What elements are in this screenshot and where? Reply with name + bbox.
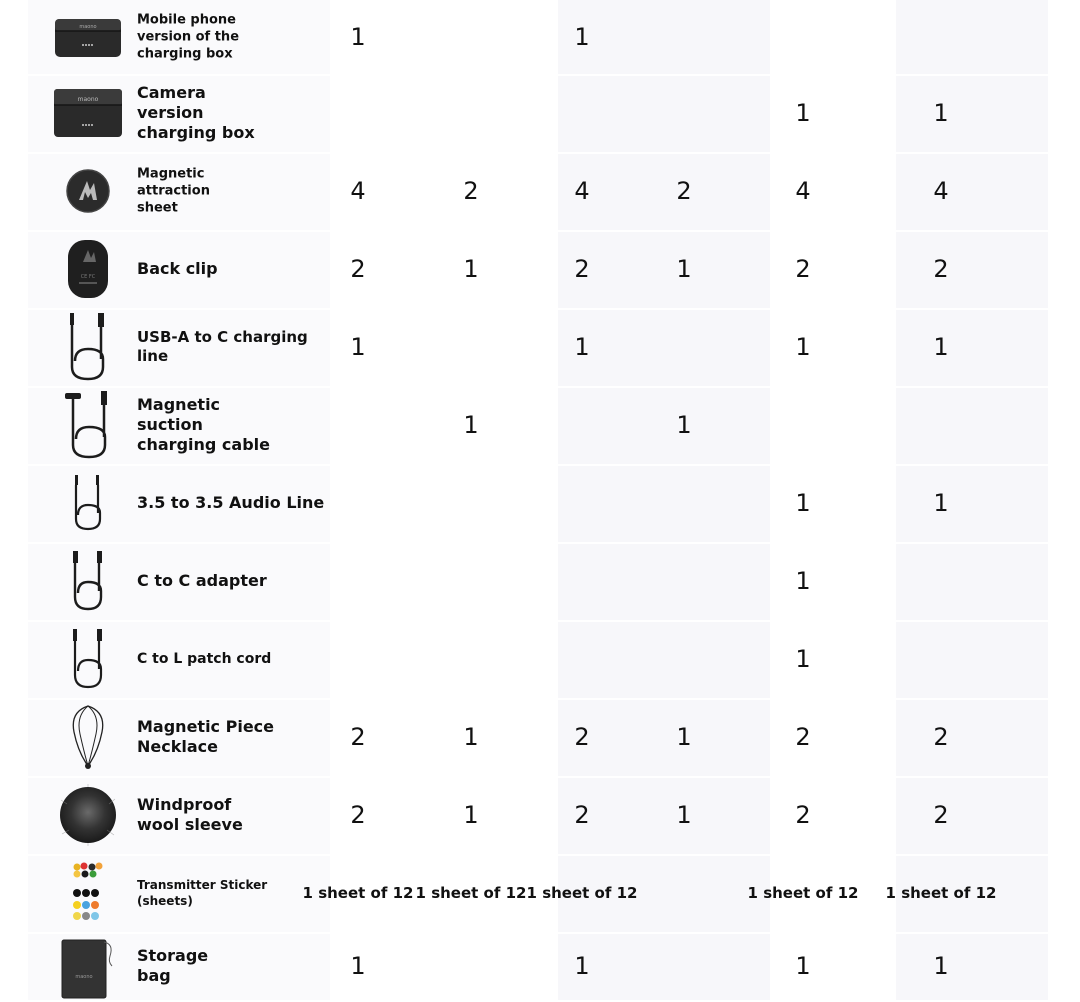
value-cell: 1 sheet of 12 [302, 884, 414, 902]
value-cell: 4 [350, 177, 366, 205]
value-cell: 1 [933, 99, 949, 127]
value-cell: 1 [350, 952, 366, 980]
value-cell: 2 [795, 801, 811, 829]
value-cell: 1 [795, 952, 811, 980]
item-label: Back clip [137, 259, 218, 278]
value-cell: 1 [463, 723, 479, 751]
c-to-l-cable-icon [48, 620, 128, 698]
back-clip-icon [48, 230, 128, 308]
value-cell: 2 [933, 801, 949, 829]
value-cell: 1 [676, 255, 692, 283]
item-label: Storage bag [137, 946, 209, 985]
value-cell: 1 [350, 333, 366, 361]
svg-text:maono: maono [77, 96, 99, 103]
value-cell: 1 [574, 952, 590, 980]
accessory-comparison-table [28, 0, 1048, 1000]
storage-bag-icon [48, 932, 128, 1000]
value-cell: 2 [574, 255, 590, 283]
value-cell: 1 sheet of 12 [747, 884, 859, 902]
sticker-sheet-icon [48, 854, 128, 932]
magnetic-sheet-icon [48, 152, 128, 230]
value-cell: 2 [676, 177, 692, 205]
item-label: 3.5 to 3.5 Audio Line [137, 493, 325, 512]
value-cell: 2 [350, 255, 366, 283]
value-cell: 1 [676, 723, 692, 751]
value-cell: 2 [933, 723, 949, 751]
value-cell: 1 [463, 801, 479, 829]
phone-charging-box-icon [48, 0, 128, 74]
svg-text:maono: maono [75, 974, 93, 980]
row-c-to-c-adapter [28, 542, 1048, 622]
c-to-c-cable-icon [48, 542, 128, 620]
value-cell: 1 [933, 489, 949, 517]
item-label: C to L patch cord [137, 651, 272, 667]
item-label: Windproof wool sleeve [137, 795, 243, 834]
value-cell: 1 [574, 333, 590, 361]
row-c-to-l-patch-cord [28, 620, 1048, 700]
value-cell: 1 [463, 255, 479, 283]
row-mobile-charging-box [28, 0, 1048, 76]
item-label: Magnetic Piece Necklace [137, 717, 274, 756]
value-cell: 4 [933, 177, 949, 205]
row-usb-a-to-c-line [28, 308, 1048, 388]
usb-cable-icon [48, 308, 128, 386]
value-cell: 2 [795, 723, 811, 751]
value-cell: 1 [795, 333, 811, 361]
value-cell: 1 sheet of 12 [526, 884, 638, 902]
value-cell: 2 [795, 255, 811, 283]
wool-sleeve-icon [48, 776, 128, 854]
item-label: Camera version charging box [137, 83, 255, 142]
value-cell: 1 [574, 23, 590, 51]
value-cell: 1 sheet of 12 [415, 884, 527, 902]
row-magnetic-attraction-sheet [28, 152, 1048, 232]
row-transmitter-sticker [28, 854, 1048, 934]
value-cell: 4 [795, 177, 811, 205]
item-label: Magnetic attraction sheet [137, 166, 210, 216]
value-cell: 1 [795, 567, 811, 595]
value-cell: 1 [350, 23, 366, 51]
magnetic-cable-icon [48, 386, 128, 464]
audio-cable-icon [48, 464, 128, 542]
value-cell: 2 [933, 255, 949, 283]
row-back-clip [28, 230, 1048, 310]
row-audio-line [28, 464, 1048, 544]
camera-charging-box-icon [48, 74, 128, 152]
row-camera-charging-box [28, 74, 1048, 154]
value-cell: 1 [795, 645, 811, 673]
svg-text:CE FC: CE FC [80, 274, 96, 280]
item-label: USB-A to C charging line [137, 328, 308, 365]
value-cell: 2 [463, 177, 479, 205]
value-cell: 1 [463, 411, 479, 439]
value-cell: 1 [676, 801, 692, 829]
item-label: Transmitter Sticker (sheets) [137, 878, 268, 908]
row-storage-bag [28, 932, 1048, 1002]
value-cell: 2 [350, 723, 366, 751]
value-cell: 2 [574, 801, 590, 829]
value-cell: 2 [574, 723, 590, 751]
value-cell: 1 [933, 333, 949, 361]
svg-text:maono: maono [79, 24, 97, 30]
item-label: Mobile phone version of the charging box [137, 12, 240, 62]
value-cell: 1 [676, 411, 692, 439]
value-cell: 1 sheet of 12 [885, 884, 997, 902]
value-cell: 1 [795, 99, 811, 127]
row-windproof-wool-sleeve [28, 776, 1048, 856]
value-cell: 2 [350, 801, 366, 829]
row-magnetic-suction-cable [28, 386, 1048, 466]
value-cell: 1 [795, 489, 811, 517]
necklace-icon [48, 698, 128, 776]
row-magnetic-piece-necklace [28, 698, 1048, 778]
item-label: C to C adapter [137, 571, 267, 590]
item-label: Magnetic suction charging cable [137, 395, 270, 454]
value-cell: 1 [933, 952, 949, 980]
value-cell: 4 [574, 177, 590, 205]
